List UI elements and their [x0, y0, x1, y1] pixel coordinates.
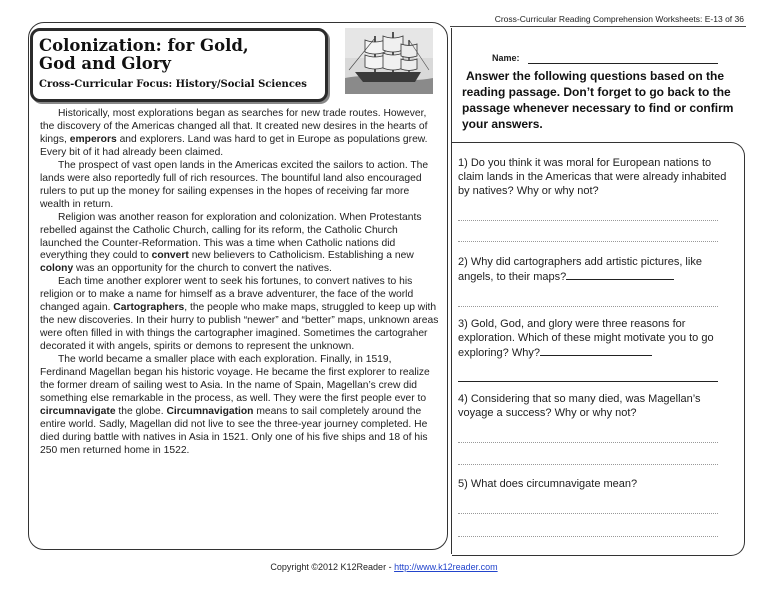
copyright-footer: Copyright ©2012 K12Reader - http://www.k12reader.com — [270, 562, 498, 572]
title-line-1: Colonization: for Gold, — [39, 36, 249, 55]
name-label: Name: — [492, 53, 520, 63]
passage-paragraph: Religion was another reason for exploration and colonization. When Protestants rebelled against the Catholic Church, calling for its reform, the Catholic Church launched the Counter-Reformation. This was a time when Catholic nations did everything they could to convert new believers to Catholicism. Establishing a new colony was an opportunity for the church to convert the natives. — [40, 211, 422, 275]
k12reader-link[interactable]: http://www.k12reader.com — [394, 562, 498, 572]
question-5: 5) What does circumnavigate mean? — [458, 478, 638, 490]
passage-paragraph: The world became a smaller place with each exploration. Finally, in 1519, Ferdinand Magellan began his historic voyage. He became the first explorer to realize the former dream of sailing west to Asia. In the name of Spain, Magellan’s crew did something else remarkable in the process, as well. They were the first people ever to circumnavigate the globe. Circumnavigation means to sail completely around the entire world. Sadly, Magellan did not live to see the three-year journey completed. He died during battle with natives in Asia in 1521. Only one of his five ships and 18 of his 250 men returned home in 1522. — [40, 354, 430, 456]
title-line-2: God and Glory — [39, 54, 171, 73]
question-4: 4) Considering that so many died, was Magellan’s voyage a success? Why or why not? — [458, 393, 701, 420]
vocab-cartographers: Cartographers — [113, 302, 185, 314]
passage-paragraph: Each time another explorer went to seek his fortunes, to convert natives to his religion or to make a name for himself as a brave adventurer, the face of the world changed again. Cartographers, the people who make maps, struggled to keep up with the new discoveries. In their hurry to publish “newer” and “better” maps, unknown areas were often filled in with things the cartographer imagined. Sometimes the cartograher decorated it with angels, spirits or demons to represent the unknown. — [40, 276, 439, 353]
vocab-circumnavigate: circumnavigate — [40, 405, 116, 417]
answer-line[interactable] — [458, 536, 718, 537]
answer-line[interactable] — [458, 220, 718, 221]
title-box — [30, 28, 328, 102]
answer-line[interactable] — [458, 442, 718, 443]
cross-curricular-focus: Cross-Curricular Focus: History/Social Sciences — [39, 79, 307, 90]
header-rule — [450, 26, 746, 27]
question-3: 3) Gold, God, and glory were three reasons for exploration. Which of these might motivate you to go exploring? Why? — [458, 318, 714, 360]
worksheet-title — [39, 37, 249, 73]
reading-passage — [40, 108, 440, 458]
question-1: 1) Do you think it was moral for European nations to claim lands in the Americas that were already inhabited by natives? Why or why not? — [458, 157, 727, 198]
sailing-ship-illustration — [345, 28, 433, 94]
name-field-line[interactable] — [528, 63, 718, 64]
answer-line[interactable] — [458, 464, 718, 465]
worksheet-id: Cross-Curricular Reading Comprehension Worksheets: E-13 of 36 — [494, 14, 744, 24]
passage-paragraph: Historically, most explorations began as searches for new trade routes. However, the discovery of the Americas changed all that. It created new desires in the hearts of kings, emperors and explorers. Land was hard to get in Europe as populations grew. Every bit of it had already been claimed. — [40, 108, 428, 158]
instructions: Answer the following questions based on the reading passage. Don’t forget to go back to the passage whenever necessary to find or confirm your answers. — [462, 69, 734, 131]
answer-line[interactable] — [458, 381, 718, 382]
vocab-convert: convert — [151, 250, 189, 262]
answer-blank[interactable] — [540, 345, 652, 356]
answer-line[interactable] — [458, 241, 718, 242]
answer-line[interactable] — [458, 513, 718, 514]
answer-blank[interactable] — [566, 269, 674, 280]
passage-paragraph: The prospect of vast open lands in the Americas excited the sailors to action. The lands were also reportedly full of rich resources. The bountiful land also encouraged rulers to put up the money for sailing expenses in the hopes of receiving far more wealth in return. — [40, 159, 429, 210]
answer-line[interactable] — [458, 306, 718, 307]
question-2: 2) Why did cartographers add artistic pictures, like angels, to their maps? — [458, 256, 702, 284]
vocab-colony: colony — [40, 263, 74, 275]
vocab-emperors: emperors — [69, 133, 117, 145]
vocab-circumnavigation: Circumnavigation — [166, 405, 254, 417]
